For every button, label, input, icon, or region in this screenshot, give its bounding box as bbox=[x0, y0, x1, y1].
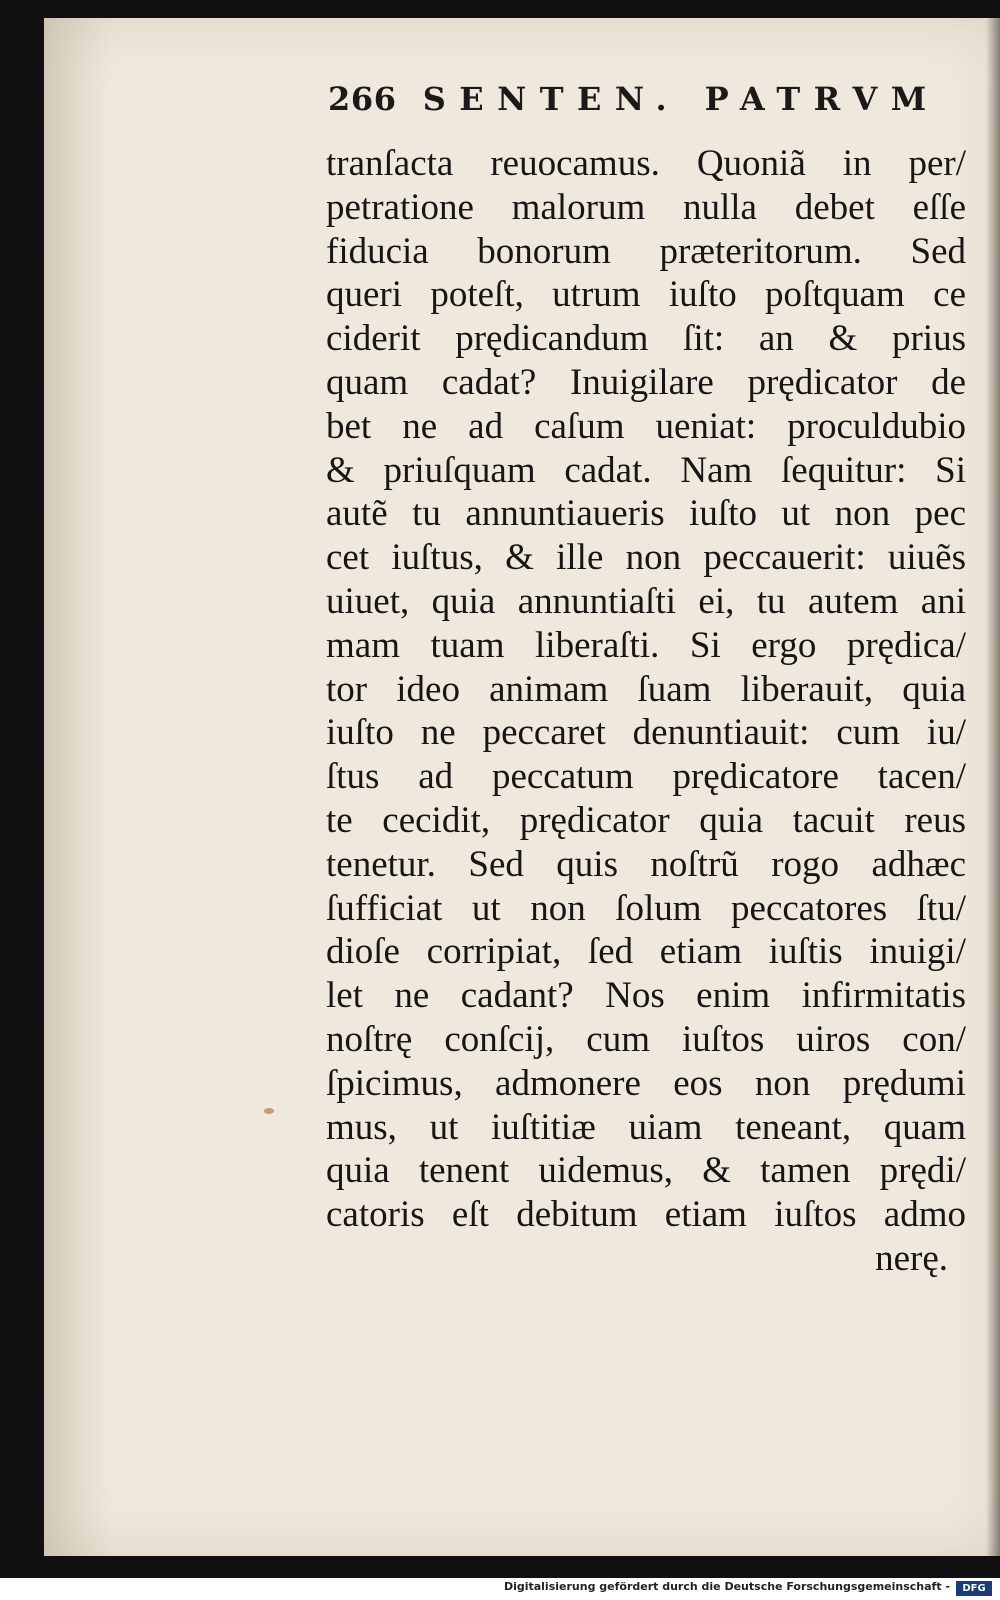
text-line: tenetur. Sed quis noſtrũ rogo adhæc bbox=[326, 843, 966, 885]
text-line: noſtrę conſcij, cum iuſtos uiros con/ bbox=[326, 1018, 966, 1060]
text-line: ſpicimus, admonere eos non prędumi bbox=[326, 1062, 966, 1104]
text-line: ſtus ad peccatum prędicatore tacen/ bbox=[326, 756, 966, 798]
book-page bbox=[44, 18, 1000, 1556]
text-line: bet ne ad caſum ueniat: proculdubio bbox=[326, 405, 966, 447]
running-header bbox=[328, 80, 940, 118]
page-gutter-shade bbox=[44, 18, 114, 1556]
ink-blot bbox=[264, 1108, 274, 1114]
text-line: te cecidit, prędicator quia tacuit reus bbox=[326, 799, 966, 841]
text-line: fiducia bonorum præteritorum. Sed bbox=[326, 230, 966, 272]
text-line: tranſacta reuocamus. Quoniã in per/ bbox=[326, 143, 966, 184]
digitization-footer bbox=[0, 1578, 1000, 1600]
text-line: petratione malorum nulla debet eſſe bbox=[326, 186, 966, 228]
text-line: & priuſquam cadat. Nam ſequitur: Si bbox=[326, 449, 966, 491]
body-text bbox=[326, 142, 966, 1281]
text-line: ſufficiat ut non ſolum peccatores ſtu/ bbox=[326, 887, 966, 929]
text-line: queri poteſt, utrum iuſto poſtquam ce bbox=[326, 274, 966, 316]
text-line: tor ideo animam ſuam liberauit, quia bbox=[326, 668, 966, 710]
text-line: mus, ut iuſtitiæ uiam teneant, quam bbox=[326, 1106, 966, 1148]
text-line: let ne cadant? Nos enim infirmitatis bbox=[326, 975, 966, 1017]
running-title: SENTEN. PATRVM bbox=[422, 80, 940, 118]
dfg-logo-icon: DFG bbox=[956, 1581, 992, 1596]
text-line: dioſe corripiat, ſed etiam iuſtis inuigi/ bbox=[326, 931, 966, 973]
text-line: catoris eſt debitum etiam iuſtos admo bbox=[326, 1194, 966, 1236]
text-line: iuſto ne peccaret denuntiauit: cum iu/ bbox=[326, 712, 966, 754]
text-line: mam tuam liberaſti. Si ergo prędica/ bbox=[326, 624, 966, 666]
text-line: cet iuſtus, & ille non peccauerit: uiuẽs bbox=[326, 537, 966, 579]
page-number: 266 bbox=[328, 80, 397, 118]
page-edge-shade bbox=[986, 18, 1000, 1556]
text-line: ciderit prędicandum ſit: an & prius bbox=[326, 318, 966, 360]
text-line: quia tenent uidemus, & tamen prędi/ bbox=[326, 1150, 966, 1192]
text-line: uiuet, quia annuntiaſti ei, tu autem ani bbox=[326, 580, 966, 622]
text-line-final: nerę. bbox=[875, 1237, 948, 1279]
text-line: autẽ tu annuntiaueris iuſto ut non pec bbox=[326, 493, 966, 535]
funding-credit: Digitalisierung gefördert durch die Deutsche Forschungsgemeinschaft - bbox=[503, 1580, 950, 1593]
text-line: quam cadat? Inuigilare prędicator de bbox=[326, 361, 966, 403]
